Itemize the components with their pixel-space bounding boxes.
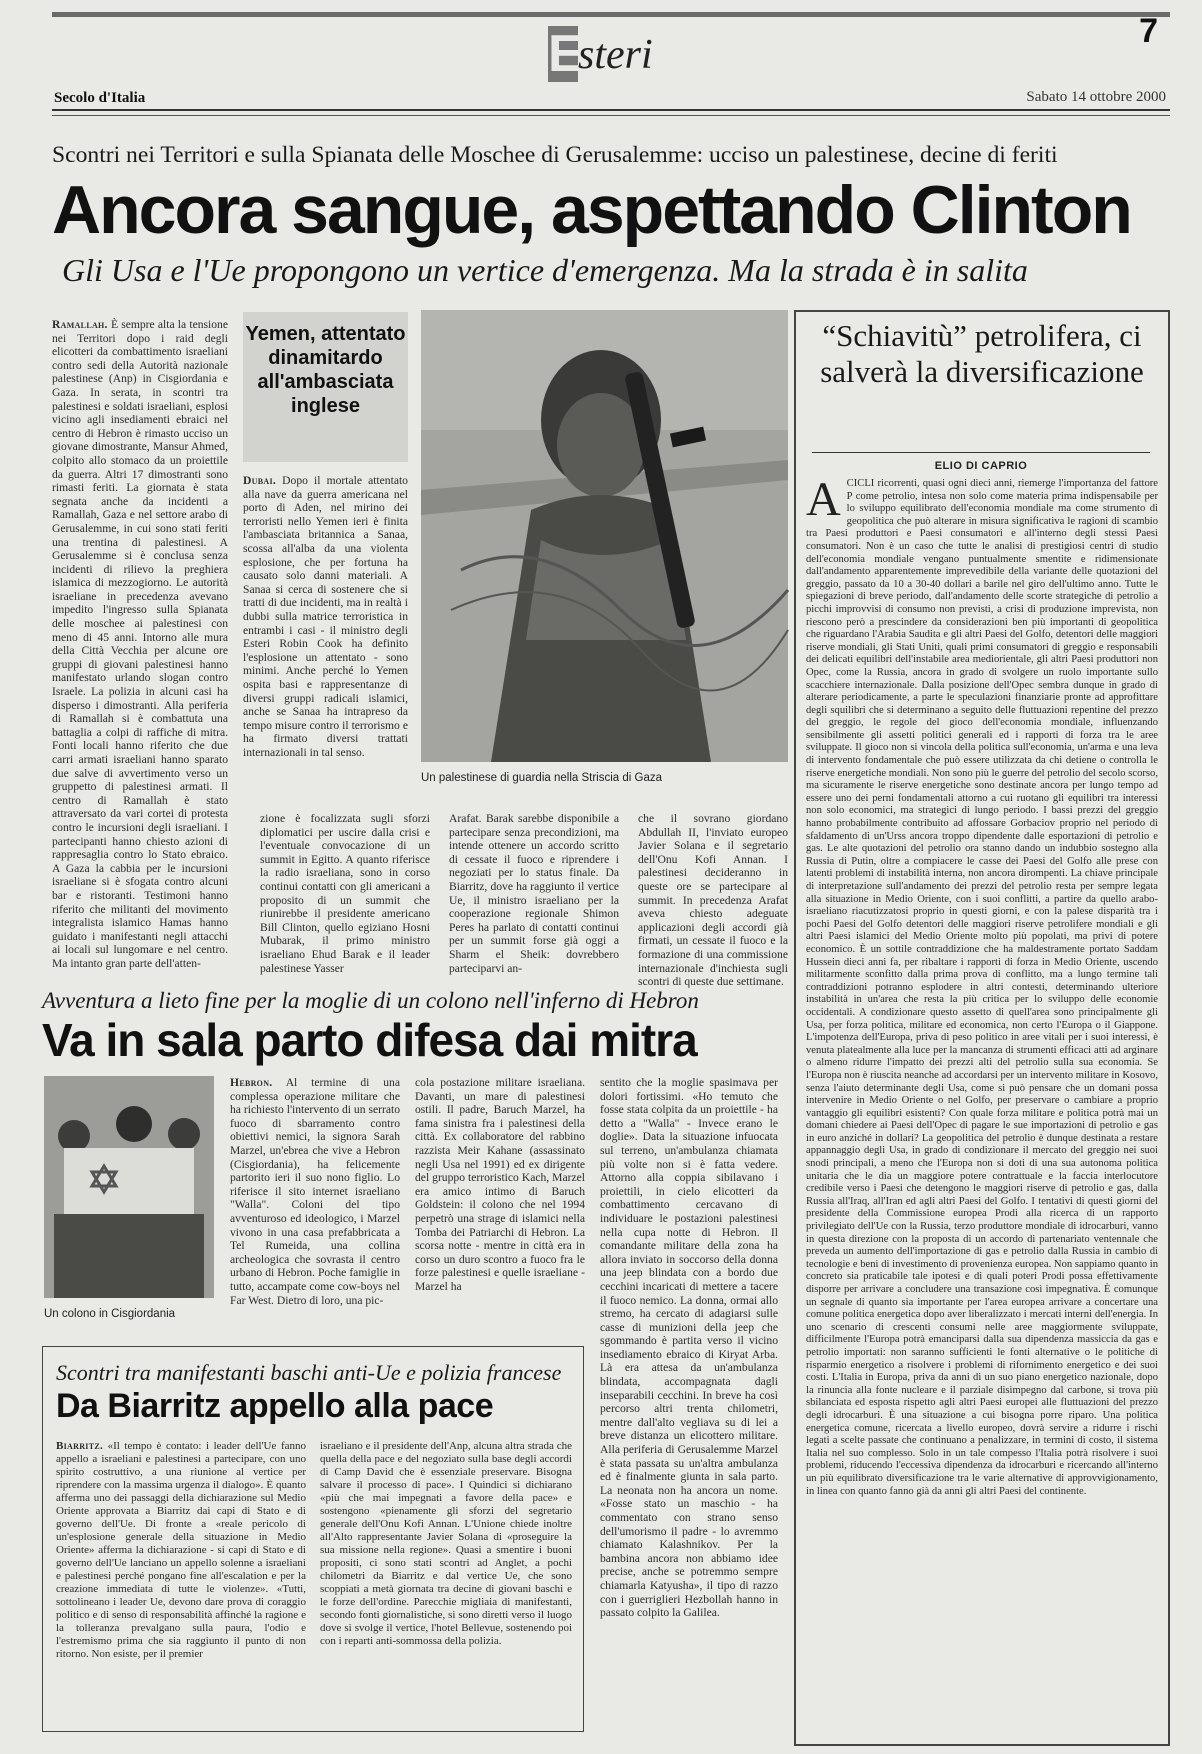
top-rule <box>52 12 1170 17</box>
opinion-byline: ELIO DI CAPRIO <box>934 460 1028 472</box>
lead-text-4: che il sovrano giordano Abdullah II, l'inviato europeo Javier Solana e il segretario dell'Onu Kofi Annan. I palestinesi decideranno in queste ore se partecipare al summit. In precedenza Arafat aveva chiesto adeguate applicazioni degli accordi già firmati, un cessate il fuoco e la formazione di una commissione internazionale d'inchiesta sugli scontri di queste due settimane. <box>638 812 788 989</box>
biarritz-text-1: «Il tempo è contato: i leader dell'Ue fanno appello a israeliani e palestinesi a partecipare, con uno spirito costruttivo, a una riunione al vertice per riprendere con la massima urgenza il dialogo». È quanto afferma uno dei passaggi della dichiarazione sul Medio Oriente approvata a Biarritz dai capi di Stato e di governo dell'Ue. Di fronte a «reale pericolo di un'esplosione generale della situazione in Medio Oriente» afferma la dichiarazione - si capi di Stato e di governo dell'Ue lanciano un appello solenne a israeliani e palestinesi perché pongano fine all'escalation e per la creazione immediata di tutte le violenze». «Tutti, sottolineano i leader Ue, devono dare prova di coraggio politico e di senso di responsabilità affinché la ragione e la tolleranza prevalgano sulla paura, l'odio e l'estremismo prima che sia raggiunto il punto di non ritorno. Non esiste, per il premier <box>56 1440 306 1660</box>
lead-text-1: È sempre alta la tensione nei Territori dopo i raid degli elicotteri da combattimento israeliani contro sedi della Autorità nazionale palestinese (Anp) in Cisgiordania e Gaza. In serata, in scontri tra palestinesi e soldati israeliani, esplosi vicino agli insediamenti ebraici nel centro di Hebron è rimasto ucciso un giovane dimostrante, Mansur Ahmed, colpito allo stomaco da un proiettile da guerra. Altri 17 dimostranti sono rimasti feriti. La giornata è stata segnata anche da incidenti a Ramallah, Gaza e nel settore arabo di Gerusalemme, in cui sono stati feriti una trentina di palestinesi. A Gerusalemme si è conclusa senza incidenti di rilievo la preghiera islamica di mezzogiorno. Le autorità israeliane in precedenza avevano impedito l'ingresso sulla Spianata delle moschee ai palestinesi con meno di 45 anni. Intorno alle mura della Città Vecchia per alcune ore gruppi di giovani palestinesi hanno manifestato urlando slogan contro Israele. La polizia in alcuni casi ha disperso i dimostranti. Alla periferia di Ramallah si è combattuta una battaglia a colpi di raffiche di mitra. Fonti locali hanno riferito che due carri armati israeliani hanno sparato due salve di avvertimento verso un gruppetto di palestinesi armati. Il centro di Ramallah è stato attraversato da vari cortei di protesta contro le incursioni degli israeliani. I partecipanti hanno chiesto azioni di rappresaglia contro lo Stato ebraico. A Gaza la cabbia per le incursioni israeliane si è sfogata contro alcuni bar e ristoranti. Testimoni hanno riferito che militanti del movimento integralista islamico Hamas hanno guidato i manifestanti negli attacchi ai locali sul lungomare e nel centro. Ma intanto gran parte dell'atten- <box>52 318 228 970</box>
hebron-col-2 <box>415 1076 585 1326</box>
lead-col-3 <box>449 812 619 975</box>
biarritz-text-2: israeliano e il presidente dell'Anp, alcuna altra strada che quella della pace e del negoziato sulla base degli accordi di Camp David che è essenziale preservare. Bisogna salvare il processo di pace». I Quindici si dichiarano «più che mai impegnati a favore della pace» e sostengono «pienamente gli sforzi del segretario generale dell'Onu Kofi Annan. L'Unione chiede inoltre all'Alto rappresentante Javier Solana di «proseguire la sua missione nella regione». Quasi a smentire i buoni propositi, ci sono stati scontri ad Anglet, a pochi chilometri da Biarritz e dal vertice Ue, che sono scoppiati a metà giornata tra decine di giovani baschi e le forze dell'ordine. Parecchie migliaia di manifestanti, secondo fonti giornalistiche, si sono diretti verso il luogo dove si svolge il vertice, l'hotel Bellevue, sostenendo poi con i reparti anti-sommossa della polizia. <box>320 1440 572 1647</box>
lead-col-1 <box>52 318 228 968</box>
lead-dateline: Ramallah. <box>52 318 108 331</box>
hebron-col-1 <box>230 1076 400 1326</box>
hebron-text-2: cola postazione militare israeliana. Davanti, un mare di palestinesi ostili. Il padre, Baruch Marzel, ha fama sinistra fra i palestinesi della città. Ex collaboratore del rabbino razzista Meir Kahane (assassinato negli Usa nel 1991) ed ex dirigente del gruppo terroristico Kach, Marzel era amico intimo di Baruch Goldstein: il colono che nel 1994 perpetrò una strage di islamici nella Tomba dei Patriarchi di Hebron. La scorsa notte - mentre in città era in corso un duro scontro a fuoco fra le forze palestinesi e quelle israeliane - Marzel ha <box>415 1076 585 1293</box>
hebron-photo-illustration <box>44 1076 214 1298</box>
lead-col-4 <box>638 812 788 989</box>
header-rule <box>52 109 1170 111</box>
yemen-text: Dopo il mortale attentato alla nave da guerra americana nel porto di Aden, nel mirino dei terroristi nello Yemen ieri è finita l'ambasciata britannica a Sanaa, scossa all'alba da una violenta esplosione, che per fortuna ha causato solo danni materiali. A Sanaa si cerca di sostenere che si tratti di due incidenti, ma in realtà i dubbi sulla matrice terroristica in entrambi i casi - il ministro degli Esteri Robin Cook ha definito l'esplosione un attentato - sono minimi. Anche perché lo Yemen ospita basi e rappresentanze di diversi gruppi radicali islamici, anche se Sanaa ha intrapreso da tempo misure contro il terrorismo e ha firmato diversi trattati internazionali in tal senso. <box>243 474 408 759</box>
hebron-text-3: sentito che la moglie spasimava per dolori fortissimi. «Ho temuto che fosse stata colpita da un proiettile - ha detto a "Walla" - Invece erano le doglie». Data la situazione infuocata sul terreno, un'ambulanza chiamata più volte non si è fatta vedere. Attorno alla coppia sibilavano i proiettili, in cielo elicotteri da combattimento cercavano di individuare le postazioni palestinesi nella cupa notte di Hebron. Il comandante militare della zona ha allora inviato in soccorso della donna una jeep blindata con a bordo due cecchini incaricati di mettere a tacere il fuoco nemico. La donna, ormai allo stremo, ha cercato di adagiarsi sulle casse di munizioni della jeep che sgommando è partita verso il vicino insediamento ebraico di Kiryat Arba. Là era attesa da un'ambulanza blindata, accompagnata dagli inseparabili cecchini. In breve ha così percorso altri trenta chilometri, mentre dall'alto vegliava su di lei a breve distanza un elicottero militare. Alla periferia di Gerusalemme Marzel è stata passata su un'altra ambulanza ed è finalmente giunta in sala parto. La neonata non ha ancora un nome. «Fosse stato un maschio - ha commentato con strano senso dell'umorismo il padre - lo avremmo chiamato Kalashnikov. Per la bambina ancora non abbiamo idee precise, anche se potremmo sempre chiamarla Katyusha», il tipo di razzo con i guerriglieri Hezbollah hanno in passato colpito la Galilea. <box>600 1076 778 1620</box>
lead-kicker: Scontri nei Territori e sulla Spianata delle Moschee di Gerusalemme: ucciso un palestinese, decine di feriti <box>52 142 1058 168</box>
biarritz-dateline: Biarritz. <box>56 1440 104 1452</box>
biarritz-headline: Da Biarritz appello alla pace <box>56 1387 494 1425</box>
section-logo <box>548 26 708 86</box>
biarritz-kicker: Scontri tra manifestanti baschi anti-Ue e polizia francese <box>56 1360 562 1385</box>
biarritz-col-2 <box>320 1440 572 1720</box>
lead-headline: Ancora sangue, aspettando Clinton <box>52 172 1131 248</box>
hebron-col-3 <box>600 1076 778 1742</box>
hebron-text-1: Al termine di una complessa operazione militare che ha richiesto l'intervento di un serrato fuoco di sbarramento contro obiettivi nemici, la signora Sarah Marzel, un'ebrea che vive a Hebron (Cisgiordania), ha felicemente partorito ieri il suo nono figlio. Lo riferisce il sito internet israeliano "Walla". Coloni del tipo avventuroso ed ideologico, i Marzel vivono in una casa prefabbricata a Tel Rumeida, una collina archeologica che sovrasta il centro urbano di Hebron. Poche famiglie in tutto, accampate come cow-boys nel Far West. Dietro di loro, una pic- <box>230 1076 400 1307</box>
hebron-photo <box>44 1076 214 1298</box>
opinion-headline: “Schiavitù” petrolifera, ci salverà la diversificazione <box>820 318 1144 389</box>
opinion-drop-cap: A <box>806 473 841 526</box>
page-number: 7 <box>1139 12 1158 50</box>
opinion-text: CICLI ricorrenti, quasi ogni dieci anni, riemerge l'importanza del fattore P come petrolio, intesa non solo come materia prima indispensabile per lo sviluppo equilibrato dell'economia mondiale ma come strumento di geopolitica che può alterare in misura significativa le ragioni di scambio tra Paesi produttori e Paesi consumatori e all'interno degli stessi Paesi consumatori. Non è un caso che tutte le analisi di prestigiosi centri di studio dell'economia mondiale vengano puntualmente smentite e ridimensionate dall'andamento apparentemente imprevedibile della variante delle quotazioni del greggio, passato da 10 a 30-40 dollari a barile nel giro dell'ultimo anno. Tutte le spiegazioni di breve periodo, dall'andamento delle scorte strategiche di petrolio a picchi improvvisi di consumo non previsti, a crisi di produzione imprevista, non riescono però a prescindere da considerazioni ben più importanti di geopolitica che riguardano l'Arabia Saudita e gli altri Paesi del Golfo, detentori delle maggiori riserve mondiali, gli Stati Uniti, quali primi consumatori di greggio e responsabili dei delicati equilibri dell'instabile area mediorientale, gli altri Paesi produttori non Opec, come la Russia, ancora in grado di svolgere un ruolo importante sullo scacchiere internazionale. Dalla posizione dell'Opec sembra dunque in grado di alterare periodicamente, a parte le speculazioni finanziarie pronte ad approfittare degli squilibri che si determinano a seguito delle fluttuazioni repentine del prezzo del greggio, le regole del gioco dell'economia mondiale, influenzando sensibilmente gli assetti politici generali ed i rapporti di forza tra le aree sviluppate. Il gioco non si vincola della politica sull'economia, un'arma e una leva di intervento fondamentale che può essere utilizzata da chi detiene o controlla le riserve energetiche mondiali. Non sono più le guerre del petrolio del secolo scorso, ma sicuramente le riserve energetiche sono destinate ancora per lungo tempo ad essere uno dei perni fondamentali attorno a cui ruotano gli equilibri tra interessi non solo economici, ma strategici di lungo periodo. I bassi prezzi del greggio hanno probabilmente contribuito ad affossare Gorbaciov proprio nel periodo di sfaldamento di un'Urss ancora troppo dipendente dalle esportazioni di petrolio e gas. Le alte quotazioni del petrolio ora stanno dando un indubbio sostegno alla Russia di Putin, oltre a compiacere le casse dei Paesi del Golfo alle prese con latenti problemi di instabilità interna, non ancora dirompenti. La chiave principale di interpretazione sull'andamento dei prezzi del petrolio resta per sempre legata alla situazione in Medio Oriente, con i suoi conflitti, a partire da quello arabo-israeliano riacutizzatosi proprio in questi giorni, e con la palese disparità tra i pochi Paesi del Golfo detentori delle maggiori riserve petrolifere mondiali e gli altri Paesi islamici del Medio Oriente molto più popolati, ma privi di potere economico. È un sottile contraddizione che ha maldestramente portato Saddam Hussein dieci anni fa, per ribaltare i rapporti di forza in Medio Oriente, uscendo militarmente sconfitto dalla prima prova di conflitto, ma a lungo termine tali contraddizioni potranno esplodere in altri contesti, determinando ulteriore instabilità in un'area che resta la più critica per lo sviluppo delle economie occidentali. A condizionare questo assetto di quell'area sono principalmente gli Usa, per forza politica, militare ed economica, non certo l'Europa o il Giappone. L'impotenza dell'Europa, priva di peso politico in aree vitali per i suoi interessi, è venuta platealmente alla luce per la mancanza di strumenti efficaci atti ad arginare o almeno ridurre l'impatto dei prezzi alti del petrolio sulla sua economia. Se l'Europa non è riuscita neanche ad accordarsi per un intervento militare in Kosovo, senza l'aiuto determinante degli Usa, come si può pensare che un domani possa intervenire in Medio Oriente o nel Golfo, per preservare o cambiare a proprio vantaggio gli equilibri esistenti? Con quale forza militare e politica potrà mai un domani chiedere ai Paesi dell'Opec di pagare le sue importazioni di petrolio e gas in euro anziché in dollari? La geopolitica del petrolio è dunque destinata a restare appannaggio degli Usa, in grado di condizionare il mercato del greggio nei suoi snodi principali, a meno che l'Europa non si doti di una sua autonoma politica unitaria che le dia un maggiore potere contrattuale e la faccia interlocutore credibile verso i Paesi che detengono le maggiori riserve di petrolio e gas, dalla Russia all'Iraq, all'Iran ed agli altri Paesi del Golfo. I tentativi di questi giorni del presidente della Commissione europea Prodi alla ricerca di un rapporto privilegiato dell'Ue con la Russia, terzo produttore mondiale di idrocarburi, vanno in questa direzione con la proposta di un accordo di partenariato ventennale che preveda un aumento dell'importazione di gas e petrolio dalla Russia in cambio di tecnologie e beni di investimento di provenienza europea. Non sappiamo quanto in concreto sia praticabile tale ipotesi e di quali poteri Prodi possa effettivamente disporre per arrivare a concludere una transazione così impegnativa. È comunque un segnale di quanto sia importante per l'area europea arrivare a concertare una comune politica energetica dopo aver liberalizzato i mercati interni dell'energia. In uno scenario di crescenti consumi nelle aree maggiormente sviluppate, difficilmente l'Europa potrà emanciparsi dalla sua dipendenza massiccia da gas e petrolio importati: non saranno sufficienti le fonti alternative o le politiche di risparmio energetico a risolvere i problemi di rifornimento energetico e dei suoi costi. L'Italia in Europa, priva da anni di un suo piano energetico nazionale, dopo la rinuncia alla fonte nucleare e il parziale disimpegno dal carbone, si trova più sbilanciata ed esposta rispetto agli altri Paesi europei alle fluttuazioni del prezzo degli idrocarburi. È una situazione a cui bisogna porre riparo. Una politica energetica comune, ricercata a livello europeo, dovrà servire a ridurre i rischi legati a scelte passate che continuano a penalizzare, in termini di costo, il sistema Italia nel suo complesso. Solo in un tale compesso l'Italia potrà risolvere i suoi problemi, riducendo l'eccessiva dipendenza da idrocarburi e ricercando all'interno un più equilibrato diversificazione tra le varie alternative di approvvigionamento, in linea con quanto fanno già da anni gli altri Paesi del continente. <box>806 478 1158 1497</box>
hebron-photo-caption: Un colono in Cisgiordania <box>44 1308 176 1320</box>
yemen-dateline: Dubai. <box>243 474 277 487</box>
section-logo-initial: E <box>548 25 583 83</box>
hebron-dateline: Hebron. <box>230 1076 273 1089</box>
lead-col-2 <box>260 812 430 975</box>
header-rule-2 <box>52 115 1170 116</box>
opinion-rule <box>812 452 1150 453</box>
issue-date: Sabato 14 ottobre 2000 <box>1026 89 1166 105</box>
lead-photo <box>421 310 788 762</box>
hebron-kicker: Avventura a lieto fine per la moglie di un colono nell'inferno di Hebron <box>42 988 699 1013</box>
lead-subhead: Gli Usa e l'Ue propongono un vertice d'emergenza. Ma la strada è in salita <box>62 252 1028 288</box>
section-title: steri <box>578 32 653 78</box>
yemen-headline: Yemen, attentato dinamitardo all'ambasciata inglese <box>245 323 406 417</box>
yemen-body <box>243 474 408 759</box>
opinion-body <box>806 473 1158 1734</box>
hebron-headline: Va in sala parto difesa dai mitra <box>42 1014 697 1066</box>
lead-text-3: Arafat. Barak sarebbe disponibile a partecipare senza precondizioni, ma intende ottenere un accordo scritto di cessate il fuoco e riprendere i negoziati per lo status finale. Da Biarritz, dove ha raggiunto il vertice Ue, il ministro israeliano per la cooperazione regionale Shimon Peres ha parlato di contatti continui per un summit forse già oggi a Sharm el Sheik: dovrebbero parteciparvi an- <box>449 812 619 975</box>
biarritz-col-1 <box>56 1440 306 1720</box>
lead-text-2: zione è focalizzata sugli sforzi diplomatici per uscire dalla crisi e l'eventuale convocazione di un summit in Egitto. A quanto riferisce la radio israeliana, sono in corso continui contatti con gli americani a proposito di un summit che riunirebbe il presidente americano Bill Clinton, quello egiziano Hosni Mubarak, il primo ministro israeliano Ehud Barak e il leader palestinese Yasser <box>260 812 430 975</box>
lead-photo-illustration <box>421 310 788 762</box>
masthead: Secolo d'Italia <box>54 90 146 106</box>
lead-photo-caption: Un palestinese di guardia nella Striscia di Gaza <box>421 772 662 784</box>
